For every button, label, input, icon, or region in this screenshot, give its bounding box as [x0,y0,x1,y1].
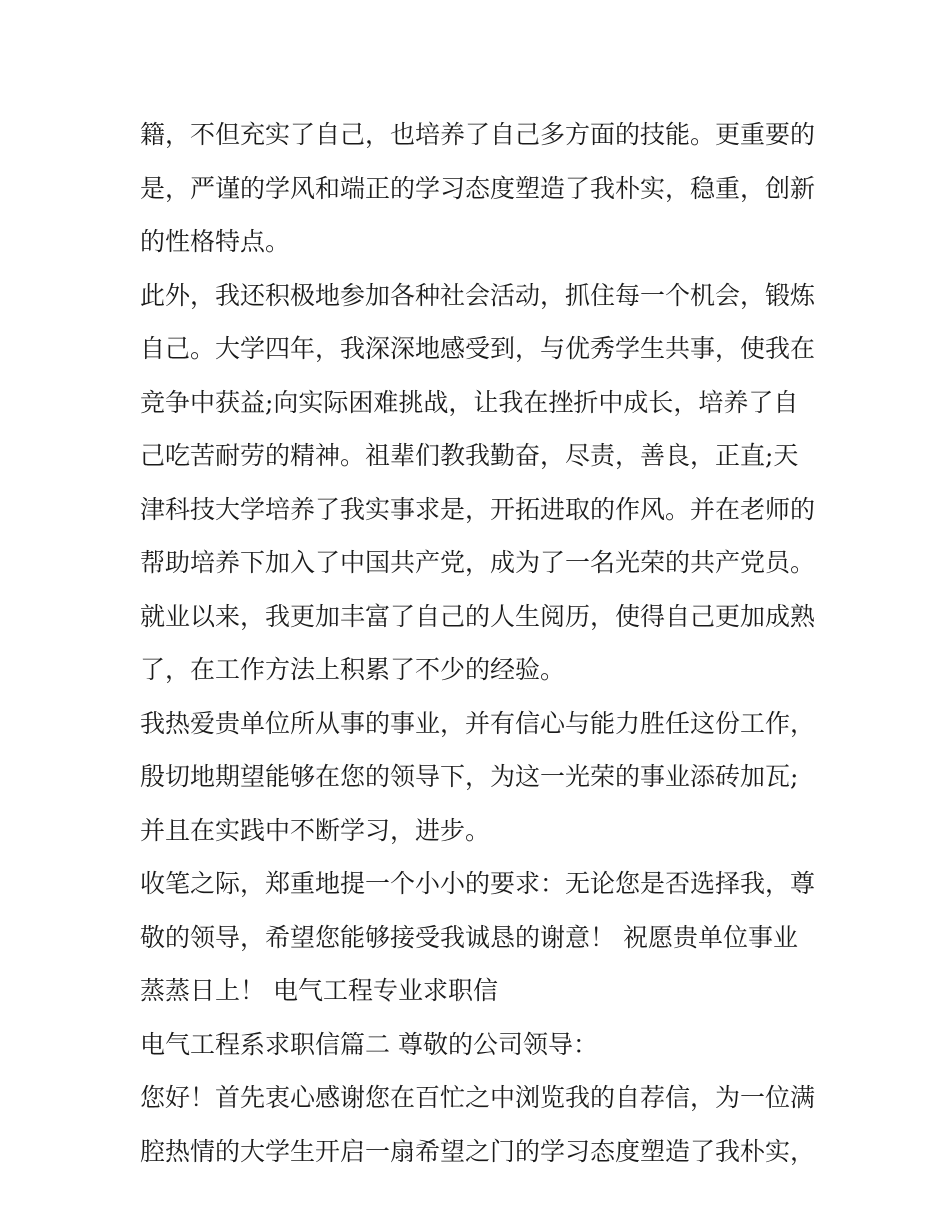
text-line: 并且在实践中不断学习，进步。 [140,815,491,845]
text-line: 自己。大学四年，我深深地感受到，与优秀学生共事，使我在 [140,334,816,363]
text-line: 您好！首先衷心感谢您在百忙之中浏览我的自荐信，为一位满 [140,1083,816,1112]
text-line: 腔热情的大学生开启一扇希望之门的学习态度塑造了我朴实， [140,1136,816,1166]
text-line: 就业以来，我更加丰富了自己的人生阅历，使得自己更加成熟 [140,601,816,631]
text-line: 帮助培养下加入了中国共产党，成为了一名光荣的共产党员。 [140,548,816,577]
text-line: 籍，不但充实了自己，也培养了自己多方面的技能。更重要的 [140,120,816,149]
body-text [140,108,820,1178]
text-line: 蒸蒸日上！ 电气工程专业求职信 [140,976,498,1005]
text-line: 是，严谨的学风和端正的学习态度塑造了我朴实，稳重，创新 [140,173,816,203]
text-line: 收笔之际，郑重地提一个小小的要求：无论您是否选择我，尊 [140,869,816,898]
text-line: 殷切地期望能够在您的领导下，为这一光荣的事业添砖加瓦; [140,762,799,791]
text-line: 的性格特点。 [140,227,291,256]
text-line: 敬的领导，希望您能够接受我诚恳的谢意！ 祝愿贵单位事业 [140,922,798,952]
text-line: 己吃苦耐劳的精神。祖辈们教我勤奋，尽责，善良，正直;天 [140,441,799,470]
text-line: 我热爱贵单位所从事的事业，并有信心与能力胜任这份工作， [140,708,816,738]
text-line: 津科技大学培养了我实事求是，开拓进取的作风。并在老师的 [140,494,816,524]
text-line: 了，在工作方法上积累了不少的经验。 [140,655,566,684]
text-line: 此外，我还积极地参加各种社会活动，抓住每一个机会，锻炼 [140,280,816,310]
text-line: 竞争中获益;向实际困难挑战，让我在挫折中成长，培养了自 [140,387,799,417]
text-line: 电气工程系求职信篇二 尊敬的公司领导： [140,1029,598,1059]
